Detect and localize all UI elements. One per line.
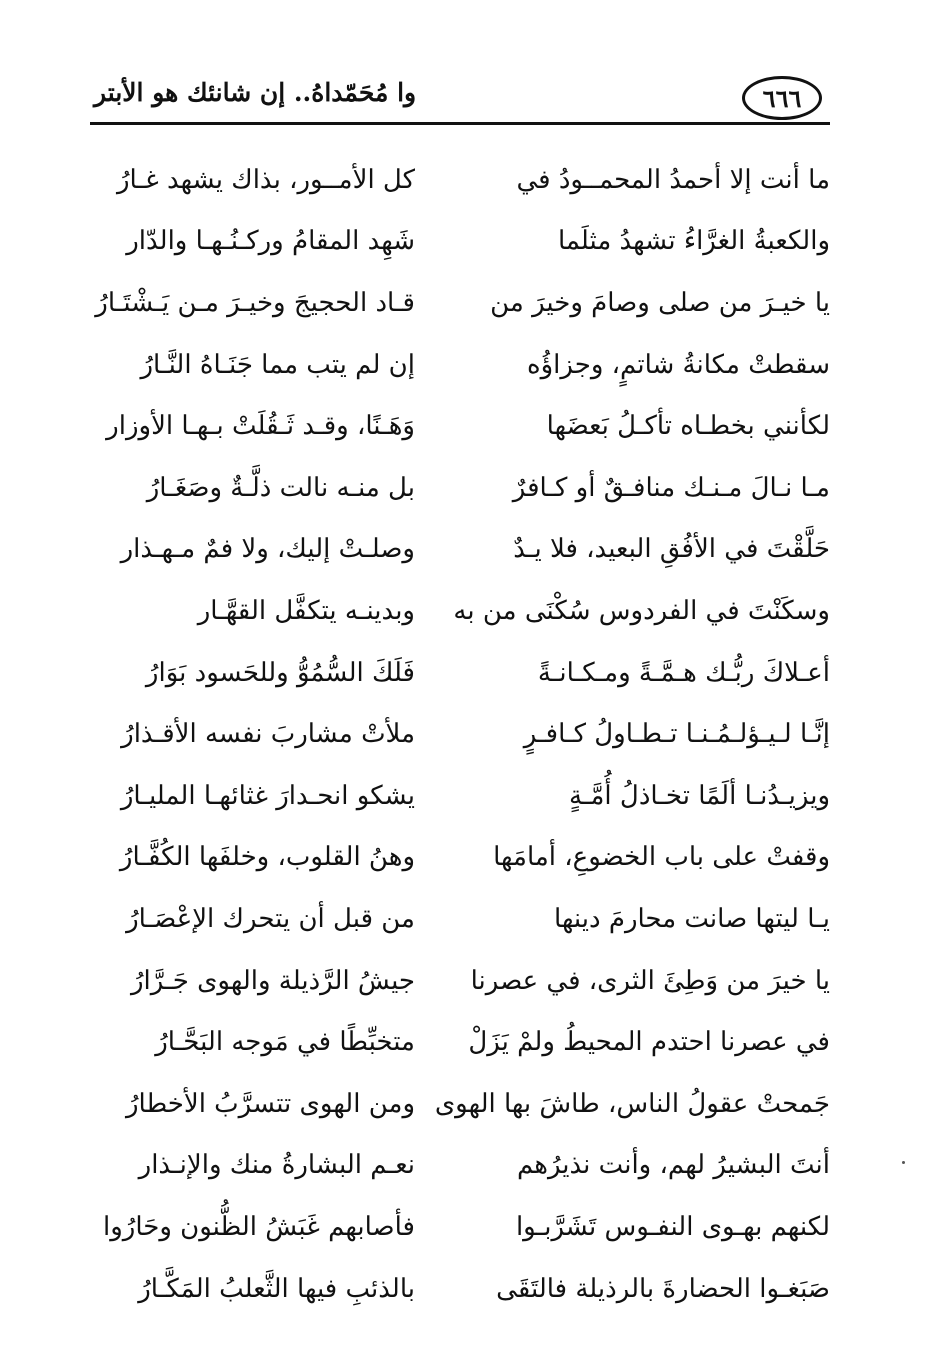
page-number-badge bbox=[742, 76, 822, 120]
verse-second-hemistich: يشكو انحـدارَ غثائهـا المليـارُ bbox=[120, 780, 415, 811]
verse-second-hemistich: وصلـتْ إليك، ولا فمٌ مـهـذار bbox=[120, 534, 415, 565]
verse-second-hemistich: جيشُ الرَّذيلة والهوى جَـرَّارُ bbox=[131, 965, 415, 996]
verse bbox=[70, 458, 830, 520]
scan-speck bbox=[902, 1161, 905, 1164]
verse-first-hemistich: صَبَغـوا الحضارةَ بالرذيلة فالتَقَى bbox=[496, 1273, 830, 1304]
verse-first-hemistich: مـا نـالَ مـنـك منافـقٌ أو كـافرٌ bbox=[512, 472, 830, 503]
running-title: وا مُحَمّداهُ.. إن شانئك هو الأبتر bbox=[94, 78, 417, 107]
verse bbox=[70, 273, 830, 335]
verse-first-hemistich: جَمحتْ عقولُ الناس، طاشَ بها الهوى bbox=[434, 1088, 830, 1119]
verse bbox=[70, 704, 830, 766]
verse-first-hemistich: والكعبةُ الغرَّاءُ تشهدُ مثلَما bbox=[557, 226, 830, 257]
verse-first-hemistich: يا خيرَ من وَطِئَ الثرى، في عصرنا bbox=[470, 965, 830, 996]
verse bbox=[70, 581, 830, 643]
verse bbox=[70, 335, 830, 397]
verse-second-hemistich: وبدينـه يتكفَّل القهَّـار bbox=[197, 596, 415, 627]
verse bbox=[70, 1259, 830, 1321]
verse-first-hemistich: لكأنني بخطـاه تأكـلُ بَعضَها bbox=[546, 411, 830, 442]
verse-first-hemistich: يـا ليتها صانت محارمَ دينها bbox=[554, 904, 830, 935]
verse bbox=[70, 951, 830, 1013]
page-header bbox=[90, 70, 830, 132]
verse-second-hemistich: فَلَكَ السُّمُوُّ وللحَسود بَوَارُ bbox=[145, 657, 415, 688]
verse bbox=[70, 1197, 830, 1259]
verse-first-hemistich: وسكَنْتَ في الفردوس سُكْنَى من به bbox=[453, 596, 830, 627]
verse-first-hemistich: سقطتْ مكانةُ شاتمٍ، وجزاؤُه bbox=[527, 349, 830, 380]
verse-first-hemistich: حَلَّقْتَ في الأفُقِ البعيد، فلا يـدٌ bbox=[513, 534, 830, 565]
verse-second-hemistich: قـاد الحجيجَ وخيـرَ مـن يَـشْتَـارُ bbox=[95, 288, 415, 319]
header-rule bbox=[90, 122, 830, 125]
verse-first-hemistich: لكنهم بهـوى النفـوس تَشَرَّبـوا bbox=[515, 1211, 830, 1242]
verse bbox=[70, 1074, 830, 1136]
verse-first-hemistich: في عصرنا احتدم المحيطُ ولمْ يَزَلْ bbox=[468, 1027, 830, 1058]
verse-first-hemistich: يا خيـرَ من صلى وصامَ وخيرَ من bbox=[490, 288, 830, 319]
verse bbox=[70, 766, 830, 828]
verse bbox=[70, 150, 830, 212]
verse-second-hemistich: متخبِّطًا في مَوجه البَحَّـارُ bbox=[155, 1027, 415, 1058]
verse-second-hemistich: كل الأمــور، بذاك يشهد غـارُ bbox=[116, 164, 415, 195]
verse-second-hemistich: ومن الهوى تتسرَّبُ الأخطارُ bbox=[125, 1088, 415, 1119]
verse bbox=[70, 396, 830, 458]
poem-body bbox=[70, 150, 830, 1320]
verse bbox=[70, 1136, 830, 1198]
verse bbox=[70, 212, 830, 274]
verse-first-hemistich: ما أنت إلا أحمدُ المحمــودُ في bbox=[516, 164, 830, 195]
verse-second-hemistich: وَهَـنًا، وقـد ثَـقُلَتْ بـهـا الأوزار bbox=[106, 411, 415, 442]
verse-second-hemistich: فأصابهم غَبَشُ الظُّنون وحَارُوا bbox=[103, 1211, 415, 1242]
verse-second-hemistich: وهنُ القلوب، وخلفَها الكُفَّـارُ bbox=[119, 842, 415, 873]
verse-first-hemistich: أعـلاكَ ربُّـك هـمَّـةً ومـكـانـةً bbox=[537, 657, 830, 688]
verse-first-hemistich: وقفتْ على باب الخضوعِ، أمامَها bbox=[493, 842, 830, 873]
verse bbox=[70, 520, 830, 582]
verse-first-hemistich: أنتَ البشيرُ لهم، وأنت نذيرُهم bbox=[516, 1150, 830, 1181]
verse-second-hemistich: إن لم يتب مما جَنَـاهُ النَّـارُ bbox=[140, 349, 415, 380]
verse bbox=[70, 1012, 830, 1074]
verse-second-hemistich: شَهِد المقامُ وركـنُـهـا والدّار bbox=[126, 226, 415, 257]
verse-first-hemistich: ويزيـدُنـا ألَمًا تخـاذلُ أُمَّـةٍ bbox=[568, 780, 830, 811]
verse-second-hemistich: بالذئبِ فيها الثَّعلبُ المَكَّـارُ bbox=[138, 1273, 415, 1304]
verse-second-hemistich: ملأتْ مشاربَ نفسه الأقـذارُ bbox=[121, 719, 415, 750]
verse-second-hemistich: من قبل أن يتحرك الإعْصَـارُ bbox=[126, 904, 415, 935]
verse bbox=[70, 889, 830, 951]
page-number: ٦٦٦ bbox=[762, 83, 802, 113]
verse bbox=[70, 828, 830, 890]
verse bbox=[70, 643, 830, 705]
verse-second-hemistich: بل منـه نالت ذلَّـةٌ وصَغَـارُ bbox=[146, 472, 415, 503]
verse-second-hemistich: نعـم البشارةُ منك والإنـذار bbox=[138, 1150, 415, 1181]
verse-first-hemistich: إنَّـا لـيـؤلـمُـنـا تـطـاولُ كـافـرٍ bbox=[523, 719, 830, 750]
